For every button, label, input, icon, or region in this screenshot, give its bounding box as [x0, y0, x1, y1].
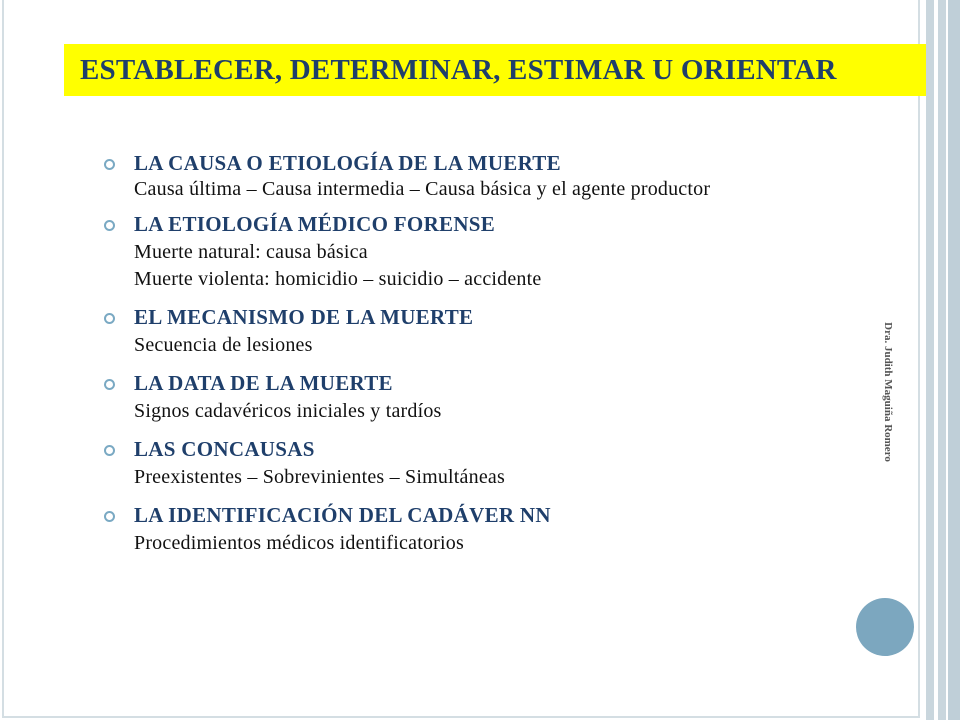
list-item	[104, 502, 904, 555]
item-heading: LAS CONCAUSAS	[134, 437, 315, 461]
item-detail: Secuencia de lesiones	[134, 334, 313, 356]
list-item	[104, 370, 904, 423]
item-detail: Preexistentes – Sobrevinientes – Simultáneas	[134, 466, 505, 488]
bullet-icon	[104, 445, 115, 456]
list-item	[104, 304, 904, 357]
decor-stripe	[948, 0, 960, 720]
bullet-icon	[104, 379, 115, 390]
item-heading: EL MECANISMO DE LA MUERTE	[134, 305, 474, 329]
item-detail: Signos cadavéricos iniciales y tardíos	[134, 400, 442, 422]
item-detail: Procedimientos médicos identificatorios	[134, 532, 464, 554]
bullet-list	[104, 150, 904, 568]
author-credit: Dra. Judith Maguiña Romero	[882, 322, 894, 462]
decor-stripe	[938, 0, 946, 720]
list-item	[104, 436, 904, 489]
bullet-icon	[104, 511, 115, 522]
decor-circle	[856, 598, 914, 656]
bullet-icon	[104, 159, 115, 170]
item-detail: Muerte violenta: homicidio – suicidio – accidente	[134, 268, 542, 290]
bullet-icon	[104, 220, 115, 231]
item-heading: LA DATA DE LA MUERTE	[134, 371, 393, 395]
decor-stripe	[926, 0, 934, 720]
list-item	[104, 211, 904, 291]
item-detail: Causa última – Causa intermedia – Causa básica y el agente productor	[134, 178, 711, 200]
page-title: ESTABLECER, DETERMINAR, ESTIMAR U ORIENTAR	[80, 53, 837, 86]
item-heading: LA ETIOLOGÍA MÉDICO FORENSE	[134, 212, 496, 236]
item-detail: Muerte natural: causa básica	[134, 241, 368, 263]
item-heading: LA IDENTIFICACIÓN DEL CADÁVER NN	[134, 503, 551, 527]
list-item	[104, 150, 904, 198]
item-heading: LA CAUSA O ETIOLOGÍA DE LA MUERTE	[134, 151, 561, 175]
title-bar	[64, 44, 926, 96]
bullet-icon	[104, 313, 115, 324]
